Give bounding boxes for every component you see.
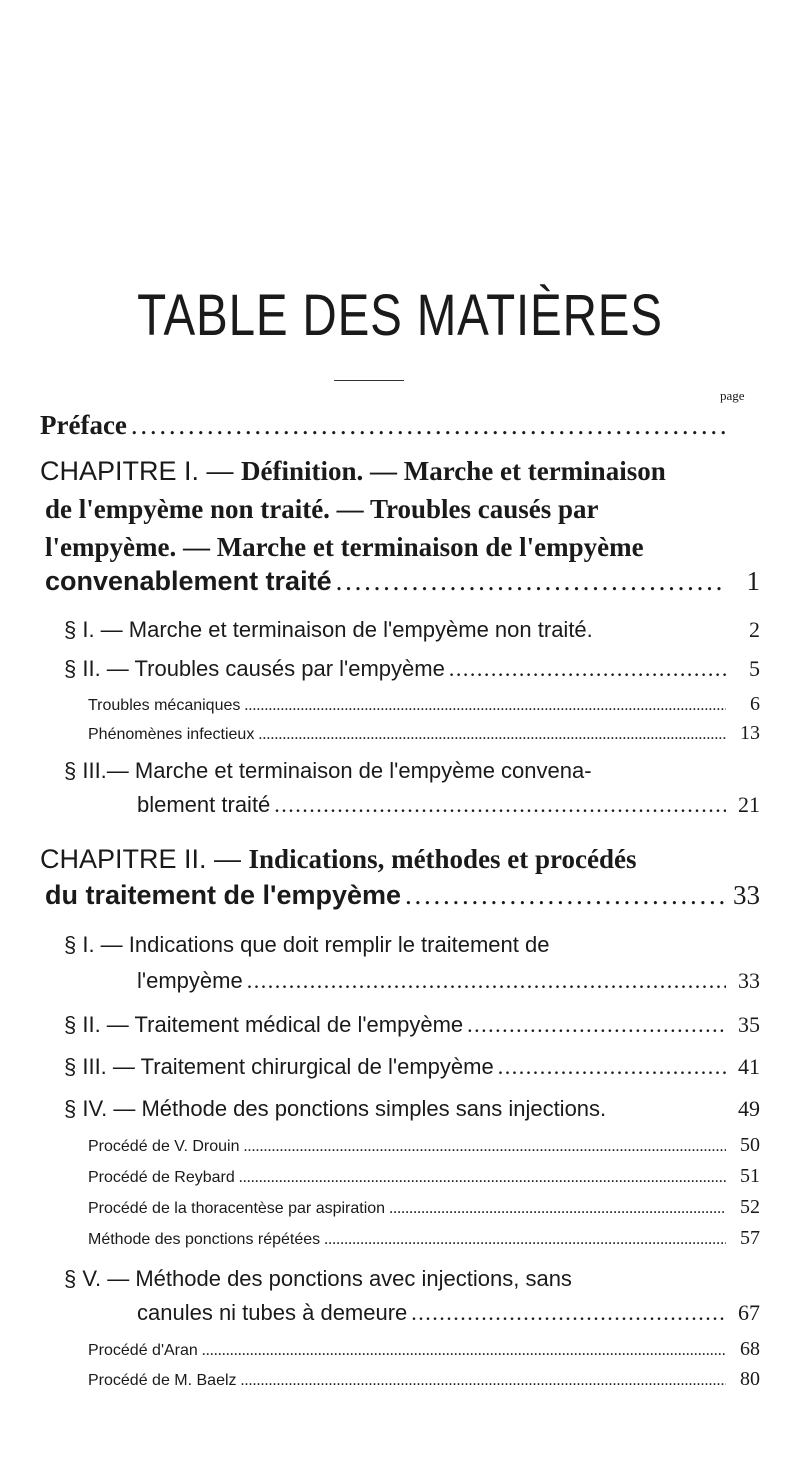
toc-subsection[interactable]	[88, 1134, 760, 1157]
leader-dots	[324, 1231, 726, 1249]
section-label: § II. — Traitement médical de l'empyème	[64, 1012, 464, 1037]
leader-dots	[244, 1138, 726, 1156]
section-page: 35	[738, 1012, 760, 1037]
leader-dots	[247, 968, 726, 994]
section-page: 2	[749, 617, 760, 642]
toc-section[interactable]	[137, 968, 760, 994]
chapter-1-heading[interactable]	[40, 452, 760, 566]
leader-dots	[241, 1372, 726, 1390]
subsection-label: Phénomènes infectieux	[88, 726, 255, 743]
subsection-label: Troubles mécaniques	[88, 697, 241, 714]
subsection-label: Procédé de V. Drouin	[88, 1138, 240, 1155]
section-page: 41	[738, 1054, 760, 1079]
toc-section[interactable]	[64, 1012, 760, 1038]
toc-subsection[interactable]	[88, 1227, 760, 1250]
entry-label: Préface	[40, 410, 127, 440]
chapter-prefix: CHAPITRE I. —	[40, 456, 242, 486]
section-page: 49	[738, 1096, 760, 1121]
leader-dots	[244, 697, 726, 715]
page-title: TABLE DES MATIÈRES	[137, 283, 663, 348]
leader-dots	[449, 656, 726, 682]
chapter-prefix: CHAPITRE II. —	[40, 844, 249, 874]
leader-dots	[239, 1169, 726, 1187]
entry-page: 33	[733, 880, 760, 910]
chapter-title-line: convenablement traité	[45, 566, 332, 596]
page-column-label: page	[720, 388, 745, 403]
chapter-1-line-3	[40, 528, 760, 566]
toc-section[interactable]	[64, 1096, 760, 1122]
section-label: l'empyème	[137, 968, 243, 993]
section-first-line[interactable]: § III.— Marche et terminaison de l'empyème convena-	[64, 758, 592, 783]
toc-subsection[interactable]	[88, 693, 760, 716]
toc-subsection[interactable]	[88, 1165, 760, 1188]
chapter-title-line: Définition. — Marche et terminaison	[241, 456, 666, 486]
section-label: canules ni tubes à demeure	[137, 1300, 408, 1325]
subsection-label: Procédé de la thoracentèse par aspiration	[88, 1200, 386, 1217]
leader-dots	[498, 1054, 726, 1080]
leader-dots	[405, 880, 726, 911]
leader-dots	[389, 1200, 726, 1218]
leader-dots	[411, 1300, 726, 1326]
subsection-page: 80	[740, 1368, 760, 1390]
section-page: 5	[749, 656, 760, 681]
section-label: § IV. — Méthode des ponctions simples sans injections.	[64, 1096, 607, 1121]
leader-dots	[202, 1342, 726, 1360]
chapter-1-line-1	[40, 452, 760, 490]
chapter-title-line: du traitement de l'empyème	[45, 880, 402, 910]
title-divider	[334, 380, 404, 381]
subsection-page: 13	[740, 722, 760, 744]
toc-subsection[interactable]	[88, 722, 760, 745]
subsection-page: 57	[740, 1227, 760, 1249]
chapter-title-line: Indications, méthodes et procédés	[248, 844, 637, 874]
section-page: 67	[738, 1300, 760, 1325]
leader-dots	[274, 792, 726, 818]
leader-dots	[258, 726, 726, 744]
chapter-2-last-line[interactable]	[45, 880, 760, 911]
toc-section[interactable]	[64, 656, 760, 682]
toc-entry-preface[interactable]	[40, 410, 760, 441]
toc-subsection[interactable]	[88, 1338, 760, 1361]
chapter-title-line: de l'empyème non traité. — Troubles causés par	[45, 494, 599, 524]
chapter-title-line: l'empyème. — Marche et terminaison de l'empyème	[45, 532, 644, 562]
toc-subsection[interactable]	[88, 1368, 760, 1391]
toc-section[interactable]	[137, 792, 760, 818]
entry-page: 1	[746, 566, 760, 596]
section-page: 33	[738, 968, 760, 993]
toc-section[interactable]	[64, 617, 760, 643]
subsection-page: 68	[740, 1338, 760, 1360]
subsection-label: Méthode des ponctions répétées	[88, 1231, 321, 1248]
leader-dots	[131, 410, 726, 441]
leader-dots	[336, 566, 726, 597]
section-label: § II. — Troubles causés par l'empyème	[64, 656, 445, 681]
chapter-1-last-line[interactable]	[45, 566, 760, 597]
section-label: § I. — Marche et terminaison de l'empyème non traité.	[64, 617, 593, 642]
toc-subsection[interactable]	[88, 1196, 760, 1219]
chapter-2-line-1	[40, 840, 760, 878]
section-label: § III. — Traitement chirurgical de l'empyème	[64, 1054, 494, 1079]
chapter-2-heading[interactable]	[40, 840, 760, 878]
section-label: blement traité	[137, 792, 271, 817]
subsection-label: Procédé de Reybard	[88, 1169, 235, 1186]
section-first-line[interactable]: § I. — Indications que doit remplir le traitement de	[64, 932, 550, 957]
subsection-label: Procédé d'Aran	[88, 1342, 198, 1359]
leader-dots	[467, 1012, 726, 1038]
subsection-page: 6	[750, 693, 760, 715]
toc-section[interactable]	[64, 1054, 760, 1080]
subsection-label: Procédé de M. Baelz	[88, 1372, 237, 1389]
subsection-page: 52	[740, 1196, 760, 1218]
subsection-page: 51	[740, 1165, 760, 1187]
section-page: 21	[738, 792, 760, 817]
section-first-line[interactable]: § V. — Méthode des ponctions avec injections, sans	[64, 1266, 572, 1291]
chapter-1-line-2	[40, 490, 760, 528]
subsection-page: 50	[740, 1134, 760, 1156]
toc-section[interactable]	[137, 1300, 760, 1326]
